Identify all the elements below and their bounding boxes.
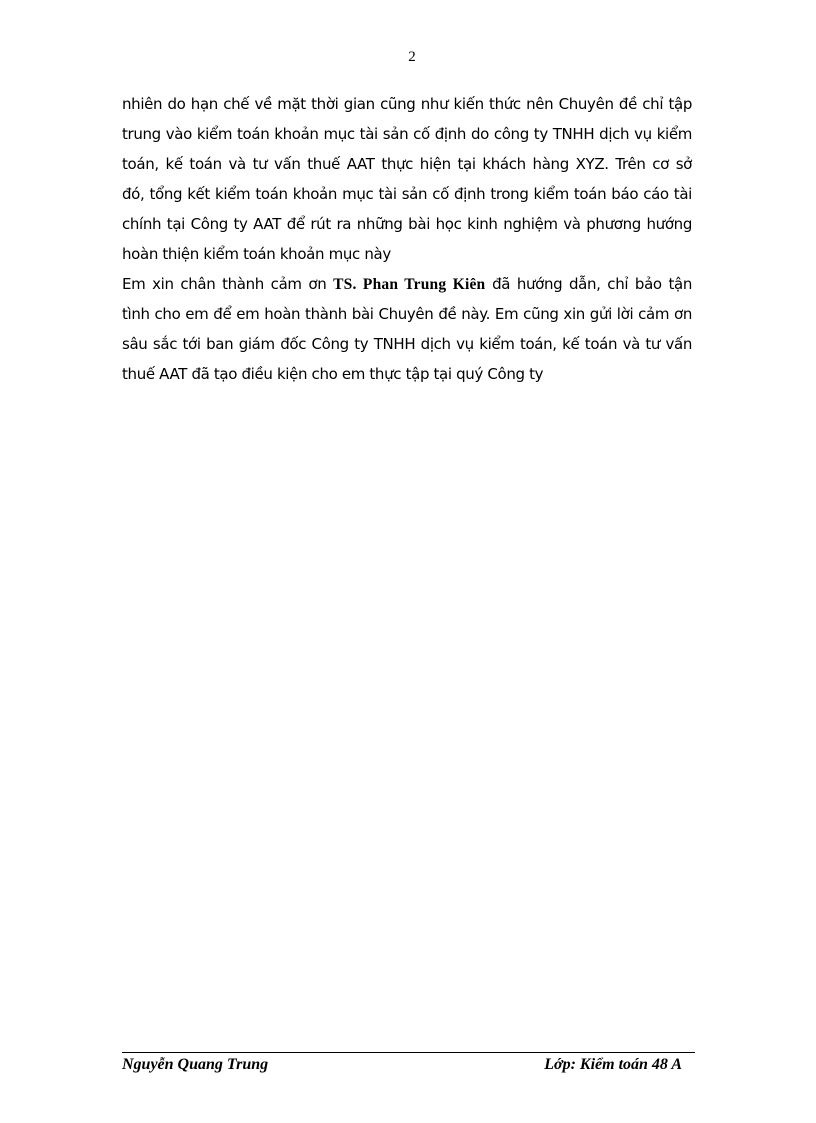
paragraph-1-line-2: trung vào kiểm toán khoản mục tài sản cố định do công ty TNHH dịch vụ kiểm bbox=[122, 125, 692, 143]
paragraph-1-line-1: nhiên do hạn chế về mặt thời gian cũng như kiến thức nên Chuyên đề chỉ tập bbox=[122, 95, 692, 113]
footer-author: Nguyễn Quang Trung bbox=[122, 1056, 269, 1073]
footer-class: Lớp: Kiểm toán 48 A bbox=[544, 1056, 682, 1073]
paragraph-2-line-1 bbox=[122, 269, 692, 299]
paragraph-2-line-3: sâu sắc tới ban giám đốc Công ty TNHH dịch vụ kiểm toán, kế toán và tư vấn bbox=[122, 335, 692, 353]
paragraph-1-line-3: toán, kế toán và tư vấn thuế AAT thực hiện tại khách hàng XYZ. Trên cơ sở bbox=[122, 155, 692, 173]
paragraph-1-line-4: đó, tổng kết kiểm toán khoản mục tài sản cố định trong kiểm toán báo cáo tài bbox=[122, 185, 692, 203]
body-text bbox=[122, 89, 692, 389]
acknowledgement-lead: Em xin chân thành cảm ơn bbox=[122, 275, 334, 293]
paragraph-2-line-2: tình cho em để em hoàn thành bài Chuyên đề này. Em cũng xin gửi lời cảm ơn bbox=[122, 305, 692, 323]
acknowledgement-tail: đã hướng dẫn, chỉ bảo tận bbox=[485, 275, 692, 293]
page-number: 2 bbox=[408, 49, 416, 65]
paragraph-1-line-6: hoàn thiện kiểm toán khoản mục này bbox=[122, 245, 391, 263]
paragraph-2-line-4: thuế AAT đã tạo điều kiện cho em thực tập tại quý Công ty bbox=[122, 365, 544, 383]
page-footer bbox=[122, 1056, 682, 1074]
footer-divider bbox=[122, 1052, 695, 1053]
advisor-name: TS. Phan Trung Kiên bbox=[333, 276, 486, 293]
paragraph-1-line-5: chính tại Công ty AAT để rút ra những bài học kinh nghiệm và phương hướng bbox=[122, 215, 692, 233]
